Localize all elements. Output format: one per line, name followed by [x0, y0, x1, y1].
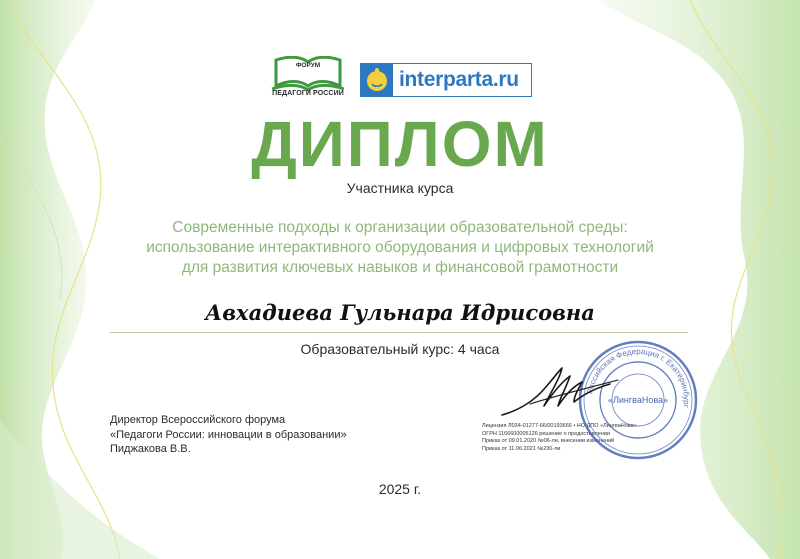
- signature: [500, 360, 620, 422]
- license-line: Приказ от 09.01.2020 №06-ли, внесении изменений: [482, 438, 615, 444]
- hand-icon: [361, 64, 393, 96]
- director-block: [110, 413, 440, 457]
- license-line: Приказ от 11.06.2021 №230-ли: [482, 445, 561, 452]
- seal-center-text: «ЛингваНова»: [607, 395, 669, 405]
- diploma-title: ДИПЛОМ: [251, 108, 549, 180]
- right-wave-shape: [600, 0, 800, 559]
- forum-logo: [268, 56, 348, 104]
- course-title-line: Современные подходы к организации образовательной среды:: [172, 219, 628, 236]
- license-line: Лицензия Л034-01277-66/00193666 • НО ДПО «ЛингваНова»: [482, 423, 637, 429]
- course-hours: Образовательный курс: 4 часа: [300, 341, 500, 357]
- seal-ring-text: Российская Федерация г. Екатеринбург: [585, 346, 692, 409]
- director-line: Пиджакова В.В.: [110, 443, 191, 455]
- diploma-year: 2025 г.: [378, 481, 422, 497]
- name-underline: [110, 332, 688, 333]
- forum-logo-bottom: ПЕДАГОГИ РОССИИ: [272, 90, 344, 97]
- director-line: Директор Всероссийского форума: [110, 414, 286, 426]
- license-line: ОГРН 1166600005126 решение о предоставлении: [482, 430, 610, 437]
- course-title-line: для развития ключевых навыков и финансовой грамотности: [181, 259, 619, 276]
- course-title: [100, 218, 700, 278]
- interparta-logo-text: interparta.ru: [399, 68, 519, 91]
- director-line: «Педагоги России: инновации в образовании»: [110, 428, 347, 441]
- course-title-line: использование интерактивного оборудования и цифровых технологий: [146, 239, 654, 256]
- recipient-name: Авхадиева Гульнара Идрисовна: [205, 300, 595, 325]
- forum-logo-top: ФОРУМ: [295, 62, 321, 69]
- diploma-subtitle: Участника курса: [346, 180, 454, 196]
- interparta-logo: [360, 63, 532, 97]
